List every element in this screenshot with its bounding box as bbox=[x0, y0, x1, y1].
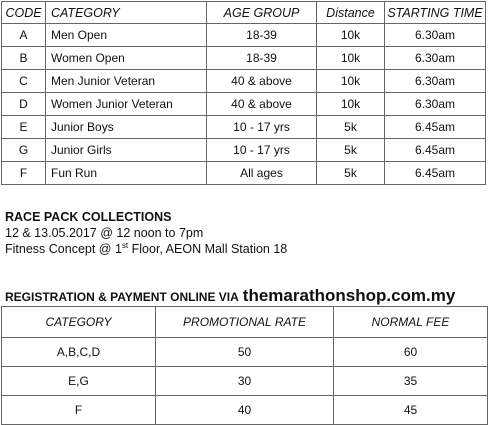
venue-suffix: Floor, AEON Mall Station 18 bbox=[128, 242, 288, 256]
row-distance: 10k bbox=[317, 24, 385, 47]
header-starting-time: STARTING TIME bbox=[385, 2, 486, 24]
row-distance: 10k bbox=[317, 70, 385, 93]
table-row bbox=[2, 116, 486, 139]
row-category: Women Open bbox=[46, 47, 207, 70]
header-promotional-rate: PROMOTIONAL RATE bbox=[156, 307, 334, 338]
table-row bbox=[2, 93, 486, 116]
row-code: C bbox=[2, 70, 46, 93]
row-code: A bbox=[2, 24, 46, 47]
table-row bbox=[2, 24, 486, 47]
header-category: CATEGORY bbox=[46, 2, 207, 24]
race-pack-dates: 12 & 13.05.2017 @ 12 noon to 7pm bbox=[5, 226, 204, 240]
table-row bbox=[2, 47, 486, 70]
fee-promotional-rate: 50 bbox=[156, 338, 334, 367]
row-category: Women Junior Veteran bbox=[46, 93, 207, 116]
row-category: Junior Boys bbox=[46, 116, 207, 139]
registration-label: REGISTRATION & PAYMENT ONLINE VIA bbox=[5, 290, 239, 304]
fee-table-header-row bbox=[2, 307, 488, 338]
fee-promotional-rate: 40 bbox=[156, 396, 334, 425]
row-starting-time: 6.30am bbox=[385, 24, 486, 47]
row-age-group: 10 - 17 yrs bbox=[207, 139, 317, 162]
row-code: B bbox=[2, 47, 46, 70]
fee-category: F bbox=[2, 396, 156, 425]
row-age-group: 40 & above bbox=[207, 93, 317, 116]
venue-ordinal-sup: st bbox=[121, 240, 129, 250]
row-age-group: 40 & above bbox=[207, 70, 317, 93]
registration-heading bbox=[5, 286, 455, 306]
fee-normal-fee: 45 bbox=[334, 396, 488, 425]
table-row bbox=[2, 367, 488, 396]
fee-table bbox=[1, 306, 488, 425]
row-age-group: All ages bbox=[207, 162, 317, 185]
fee-promotional-rate: 30 bbox=[156, 367, 334, 396]
row-code: G bbox=[2, 139, 46, 162]
table-row bbox=[2, 162, 486, 185]
row-code: D bbox=[2, 93, 46, 116]
table-row bbox=[2, 139, 486, 162]
header-code: CODE bbox=[2, 2, 46, 24]
row-distance: 5k bbox=[317, 139, 385, 162]
row-age-group: 18-39 bbox=[207, 24, 317, 47]
row-starting-time: 6.30am bbox=[385, 70, 486, 93]
race-category-table bbox=[1, 1, 486, 185]
row-code: F bbox=[2, 162, 46, 185]
header-distance: Distance bbox=[317, 2, 385, 24]
fee-normal-fee: 60 bbox=[334, 338, 488, 367]
row-distance: 10k bbox=[317, 47, 385, 70]
row-starting-time: 6.30am bbox=[385, 93, 486, 116]
race-table-header-row bbox=[2, 2, 486, 24]
table-row bbox=[2, 70, 486, 93]
row-category: Men Open bbox=[46, 24, 207, 47]
row-distance: 10k bbox=[317, 93, 385, 116]
table-row bbox=[2, 396, 488, 425]
registration-url-link[interactable]: themarathonshop.com.my bbox=[242, 286, 456, 305]
header-age-group: AGE GROUP bbox=[207, 2, 317, 24]
row-age-group: 10 - 17 yrs bbox=[207, 116, 317, 139]
row-category: Men Junior Veteran bbox=[46, 70, 207, 93]
header-normal-fee: NORMAL FEE bbox=[334, 307, 488, 338]
row-distance: 5k bbox=[317, 116, 385, 139]
row-starting-time: 6.45am bbox=[385, 116, 486, 139]
row-starting-time: 6.45am bbox=[385, 162, 486, 185]
row-distance: 5k bbox=[317, 162, 385, 185]
fee-category: E,G bbox=[2, 367, 156, 396]
fee-category: A,B,C,D bbox=[2, 338, 156, 367]
race-pack-venue bbox=[5, 242, 287, 257]
row-age-group: 18-39 bbox=[207, 47, 317, 70]
venue-prefix: Fitness Concept @ 1 bbox=[5, 242, 122, 256]
race-pack-title: RACE PACK COLLECTIONS bbox=[5, 210, 172, 224]
row-starting-time: 6.45am bbox=[385, 139, 486, 162]
row-code: E bbox=[2, 116, 46, 139]
fee-normal-fee: 35 bbox=[334, 367, 488, 396]
header-category: CATEGORY bbox=[2, 307, 156, 338]
row-category: Fun Run bbox=[46, 162, 207, 185]
row-category: Junior Girls bbox=[46, 139, 207, 162]
row-starting-time: 6.30am bbox=[385, 47, 486, 70]
table-row bbox=[2, 338, 488, 367]
